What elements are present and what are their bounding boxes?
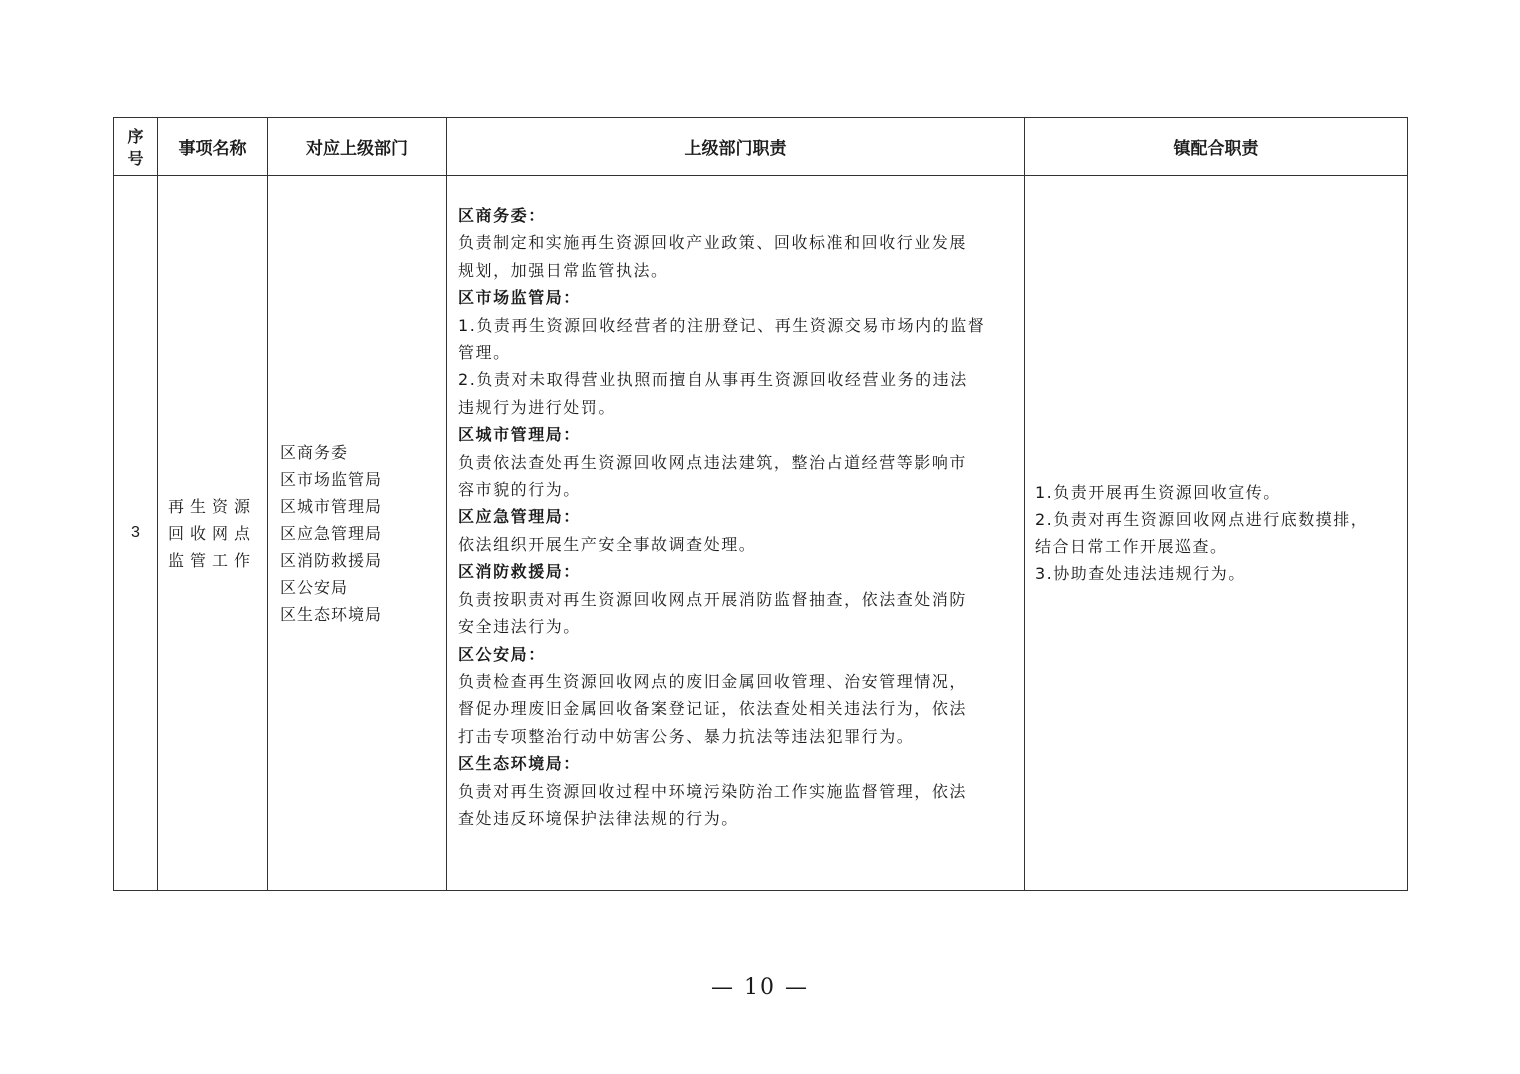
- duty-line: 负责制定和实施再生资源回收产业政策、回收标准和回收行业发展: [458, 233, 967, 253]
- responsibility-table: [113, 117, 1408, 891]
- duty-line: 督促办理废旧金属回收备案登记证，依法查处相关违法行为，依法: [458, 699, 967, 719]
- duty-line: 2.负责对未取得营业执照而擅自从事再生资源回收经营业务的违法: [458, 370, 968, 390]
- duty-line: 规划，加强日常监管执法。: [458, 260, 669, 280]
- cell-seq: 3: [114, 176, 158, 891]
- table-header-row: [114, 118, 1408, 176]
- header-seq-line-1: 序: [127, 126, 144, 146]
- duty-block-ecology-environment: [458, 750, 1014, 832]
- duty-line: 负责检查再生资源回收网点的废旧金属回收管理、治安管理情况，: [458, 671, 967, 691]
- dept-item: 区应急管理局: [280, 523, 383, 543]
- header-town-duties: 镇配合职责: [1025, 118, 1408, 176]
- header-seq-line-2: 号: [127, 148, 144, 168]
- cell-item-name: [158, 176, 268, 891]
- item-name-line: 回收网点: [168, 523, 257, 543]
- table-row: [114, 176, 1408, 891]
- header-dept-duties: 上级部门职责: [447, 118, 1025, 176]
- town-duty-line: 2.负责对再生资源回收网点进行底数摸排，: [1035, 510, 1369, 529]
- dept-item: 区公安局: [280, 577, 349, 597]
- duty-heading: 区商务委：: [458, 206, 546, 225]
- dept-item: 区生态环境局: [280, 604, 383, 624]
- duty-block-commerce: [458, 202, 1014, 284]
- duty-block-market-supervision: [458, 284, 1014, 421]
- duty-heading: 区市场监管局：: [458, 288, 581, 308]
- dept-item: 区市场监管局: [280, 469, 383, 489]
- duty-line: 查处违反环境保护法律法规的行为。: [458, 808, 739, 828]
- duty-line: 负责对再生资源回收过程中环境污染防治工作实施监督管理，依法: [458, 781, 967, 801]
- duty-line: 依法组织开展生产安全事故调查处理。: [458, 534, 757, 554]
- item-name-line: 再生资源: [168, 496, 257, 516]
- header-item-name: 事项名称: [158, 118, 268, 176]
- town-duty-line: 1.负责开展再生资源回收宣传。: [1035, 483, 1281, 502]
- duty-line: 打击专项整治行动中妨害公务、暴力抗法等违法犯罪行为。: [458, 726, 915, 746]
- duty-heading: 区城市管理局：: [458, 425, 581, 445]
- duty-heading: 区公安局：: [458, 644, 546, 664]
- cell-town-duties: [1025, 176, 1408, 891]
- duty-heading: 区应急管理局：: [458, 507, 581, 527]
- header-dept: 对应上级部门: [268, 118, 447, 176]
- town-duty-line: 结合日常工作开展巡查。: [1035, 537, 1228, 556]
- dept-item: 区消防救援局: [280, 550, 383, 570]
- duty-line: 违规行为进行处罚。: [458, 397, 616, 417]
- duty-heading: 区生态环境局：: [458, 754, 581, 774]
- page-number: — 10 —: [711, 975, 809, 1000]
- duty-line: 1.负责再生资源回收经营者的注册登记、再生资源交易市场内的监督: [458, 315, 986, 335]
- item-name-line: 监管工作: [168, 550, 257, 570]
- duty-line: 管理。: [458, 343, 511, 363]
- duty-block-emergency: [458, 503, 1014, 558]
- dept-item: 区城市管理局: [280, 496, 383, 516]
- cell-dept-duties: [447, 176, 1025, 891]
- cell-departments: [268, 176, 447, 891]
- duty-line: 负责依法查处再生资源回收网点违法建筑，整治占道经营等影响市: [458, 452, 967, 472]
- header-seq: [114, 118, 158, 176]
- duty-block-urban-management: [458, 421, 1014, 503]
- town-duty-line: 3.协助查处违法违规行为。: [1035, 564, 1246, 583]
- duty-block-public-security: [458, 641, 1014, 751]
- duty-line: 安全违法行为。: [458, 617, 581, 637]
- dept-item: 区商务委: [280, 442, 349, 462]
- duty-line: 负责按职责对再生资源回收网点开展消防监督抽查，依法查处消防: [458, 589, 967, 609]
- duty-heading: 区消防救援局：: [458, 562, 581, 582]
- duty-line: 容市貌的行为。: [458, 480, 581, 500]
- duty-block-fire-rescue: [458, 558, 1014, 640]
